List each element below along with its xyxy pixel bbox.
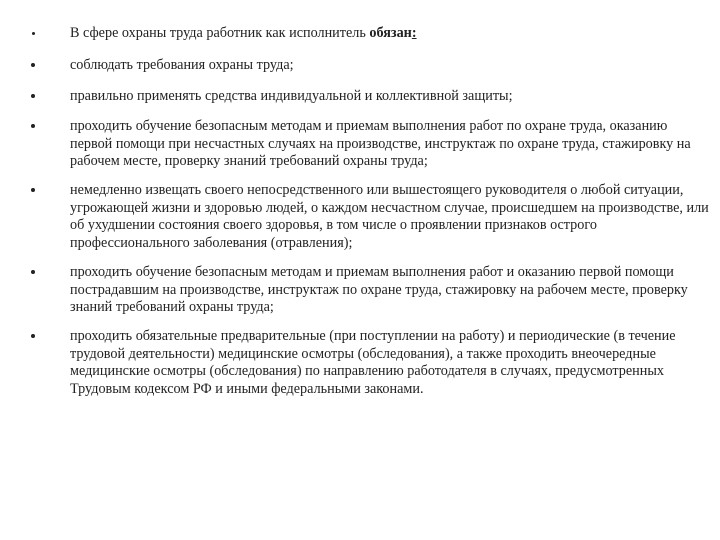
list-item: [70, 182, 710, 252]
list-item: [70, 328, 710, 398]
intro-colon: :: [411, 25, 417, 41]
bullet-icon: [31, 124, 35, 128]
list-item: [70, 57, 710, 75]
bullet-icon: [31, 94, 35, 98]
list-item-text: соблюдать требования охраны труда;: [70, 57, 294, 73]
list-item: [70, 88, 710, 106]
bullet-icon: [31, 63, 35, 67]
intro-bold-word: обязан: [369, 25, 412, 41]
list-item: [70, 264, 710, 317]
intro-item: [70, 25, 710, 43]
bullet-icon: [31, 188, 35, 192]
list-item-text: немедленно извещать своего непосредственного или вышестоящего руководителя о любой ситуации, угрожающей жизни и здоровью людей, о каждом несчастном случае, происшедшем на производстве, или об ухудшении состояния своего здоровья, в том числе о проявлении признаков острого профессионального заболевания (отравления);: [70, 182, 709, 251]
bullet-icon: [32, 32, 35, 35]
intro-text: [70, 25, 710, 43]
intro-prefix: В сфере охраны труда работник как исполнитель: [70, 25, 370, 41]
list-item-text: проходить обучение безопасным методам и приемам выполнения работ по охране труда, оказанию первой помощи при несчастных случаях на производстве, инструктаж по охране труда, стажировку на рабочем месте, проверку знаний требований охраны труда;: [70, 118, 691, 170]
bullet-icon: [31, 270, 35, 274]
bullet-icon: [31, 334, 35, 338]
list-item-text: правильно применять средства индивидуальной и коллективной защиты;: [70, 88, 513, 104]
list-item-text: проходить обязательные предварительные (при поступлении на работу) и периодические (в течение трудовой деятельности) медицинские осмотры (обследования), а также проходить внеочередные медицинские осмотры (обследования) по направлению работодателя в случаях, предусмотренных Трудовым кодексом РФ и иными федеральными законами.: [70, 328, 676, 397]
list-item: [70, 118, 710, 171]
list-item-text: проходить обучение безопасным методам и приемам выполнения работ и оказанию первой помощи пострадавшим на производстве, инструктаж по охране труда, стажировку на рабочем месте, проверку знаний требований охраны труда;: [70, 264, 688, 316]
